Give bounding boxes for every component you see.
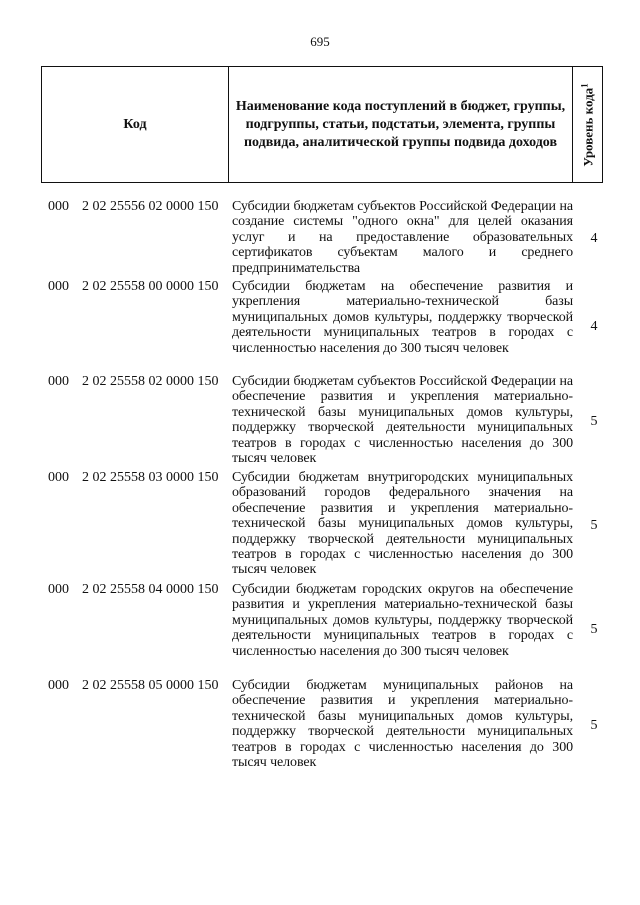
table-header xyxy=(41,66,603,183)
row-description: Субсидии бюджетам на обеспечение развития и укрепления материально-технической базы муниципальных домов культуры, поддержку творческой деятельности муниципальных театров в городах с численностью населения до 300 тысяч человек xyxy=(232,279,573,356)
row-level: 5 xyxy=(590,414,598,429)
row-level: 5 xyxy=(590,718,598,733)
header-name-label: Наименование кода поступлений в бюджет, группы, подгруппы, статьи, подстатьи, элемента, группы подвида, аналитической группы подвида доходов xyxy=(235,98,566,150)
row-code: 2 02 25558 03 0000 150 xyxy=(82,470,219,485)
header-level-label: Уровень кода xyxy=(580,87,596,167)
row-level: 4 xyxy=(590,319,598,334)
row-code: 2 02 25558 02 0000 150 xyxy=(82,374,219,389)
row-code: 2 02 25558 00 0000 150 xyxy=(82,279,219,294)
row-code: 2 02 25558 04 0000 150 xyxy=(82,582,219,597)
row-description: Субсидии бюджетам субъектов Российской Федерации на обеспечение развития и укрепления материально-технической базы муниципальных домов культуры, поддержку творческой деятельности муниципальных театров в городах с численностью населения до 300 тысяч человек xyxy=(232,374,573,467)
page-number: 695 xyxy=(310,34,330,49)
row-prefix: 000 xyxy=(48,470,69,485)
row-code: 2 02 25556 02 0000 150 xyxy=(82,199,219,214)
header-code xyxy=(42,67,229,182)
row-prefix: 000 xyxy=(48,582,69,597)
row-level: 5 xyxy=(590,622,598,637)
header-level xyxy=(573,67,602,182)
row-description: Субсидии бюджетам субъектов Российской Федерации на создание системы "одного окна" для целей оказания услуг и на предоставление образовательных сертификатов субъектам малого и среднего предпринимательства xyxy=(232,199,573,276)
row-description: Субсидии бюджетам муниципальных районов на обеспечение развития и укрепления материально-технической базы муниципальных домов культуры, поддержку творческой деятельности муниципальных театров в городах с численностью населения до 300 тысяч человек xyxy=(232,678,573,771)
header-code-label: Код xyxy=(123,116,147,132)
row-level: 4 xyxy=(590,231,598,246)
header-level-text xyxy=(579,83,596,166)
row-level: 5 xyxy=(590,518,598,533)
row-description: Субсидии бюджетам городских округов на обеспечение развития и укрепления материально-технической базы муниципальных домов культуры, поддержку творческой деятельности муниципальных театров в городах с численностью населения до 300 тысяч человек xyxy=(232,582,573,659)
row-prefix: 000 xyxy=(48,199,69,214)
row-prefix: 000 xyxy=(48,374,69,389)
header-name xyxy=(229,67,573,182)
row-prefix: 000 xyxy=(48,678,69,693)
row-prefix: 000 xyxy=(48,279,69,294)
row-description: Субсидии бюджетам внутригородских муниципальных образований городов федерального значения на обеспечение развития и укрепления материально-технической базы муниципальных домов культуры, поддержку творческой деятельности муниципальных театров в городах с численностью населения до 300 тысяч человек xyxy=(232,470,573,578)
row-code: 2 02 25558 05 0000 150 xyxy=(82,678,219,693)
header-level-footnote: 1 xyxy=(578,82,589,88)
